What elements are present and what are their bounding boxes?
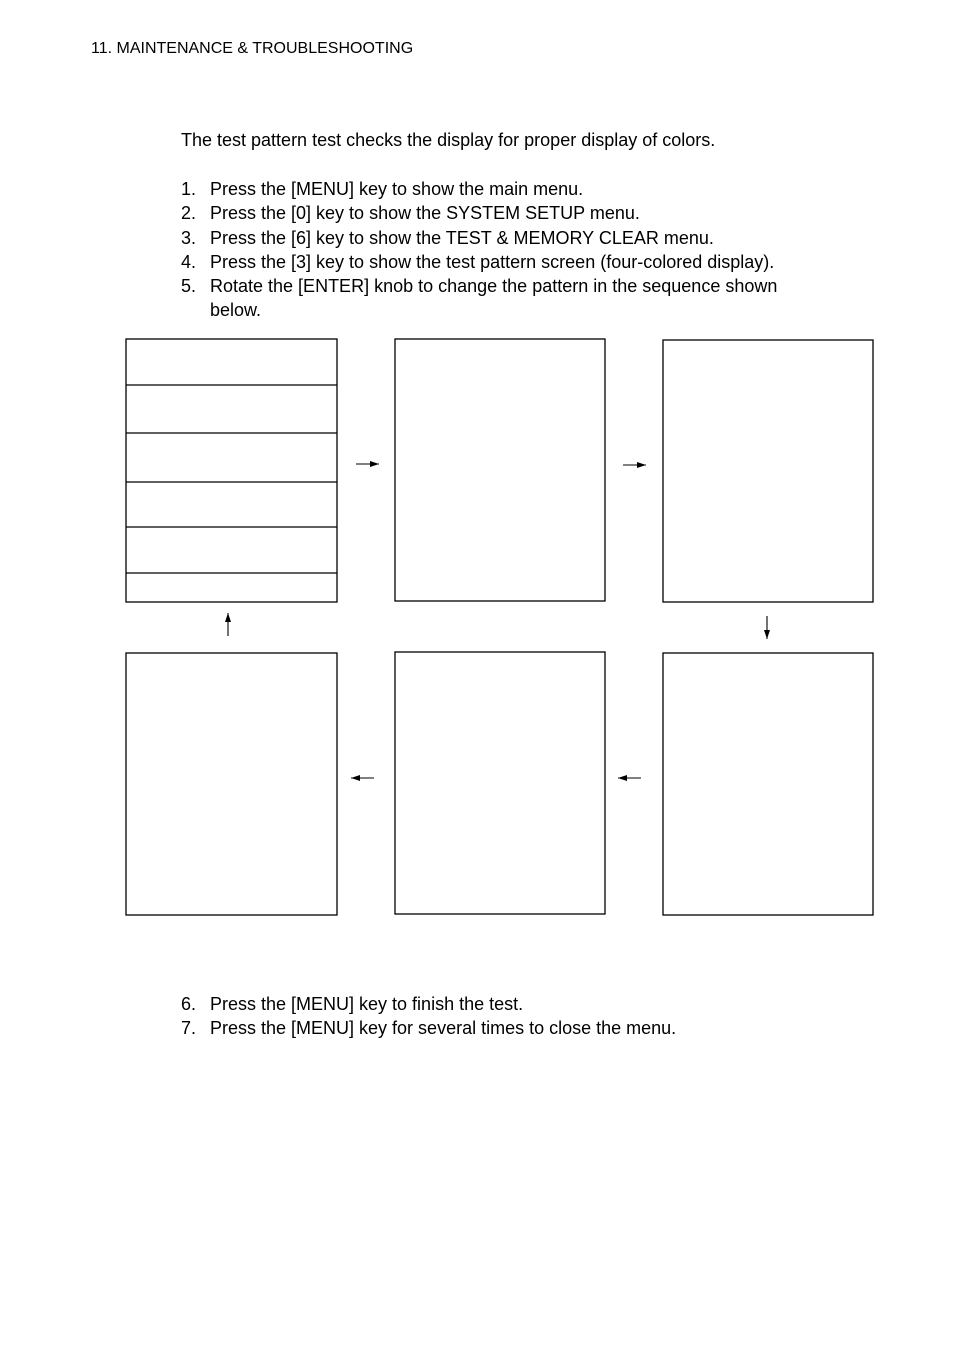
step-number: 5. bbox=[181, 276, 197, 297]
step-text: Press the [6] key to show the TEST & MEMORY CLEAR menu. bbox=[210, 227, 714, 248]
intro-paragraph: The test pattern test checks the display for proper display of colors. bbox=[181, 130, 716, 150]
step-item bbox=[181, 177, 821, 201]
step-text: Press the [3] key to show the test pattern screen (four-colored display). bbox=[210, 251, 775, 272]
step-number: 1. bbox=[181, 179, 197, 199]
step-number: 6. bbox=[181, 994, 197, 1014]
pattern-screen-4 bbox=[663, 653, 873, 915]
step-item bbox=[181, 274, 821, 323]
step-text: Press the [MENU] key to show the main menu. bbox=[210, 179, 584, 199]
step-text: Press the [MENU] key to finish the test. bbox=[210, 994, 524, 1014]
step-item bbox=[181, 201, 821, 225]
pattern-screen-5 bbox=[395, 652, 605, 914]
step-item bbox=[181, 226, 821, 250]
step-number: 4. bbox=[181, 251, 197, 272]
step-number: 3. bbox=[181, 227, 197, 248]
pattern-screen-2 bbox=[395, 339, 605, 601]
step-text: Press the [0] key to show the SYSTEM SETUP menu. bbox=[210, 203, 640, 224]
step-item bbox=[181, 1016, 821, 1040]
closing-steps bbox=[181, 992, 821, 1041]
step-text: Rotate the [ENTER] knob to change the pattern in the sequence shown below. bbox=[210, 276, 778, 321]
pattern-screen-3 bbox=[663, 340, 873, 602]
section-header: 11. MAINTENANCE & TROUBLESHOOTING bbox=[91, 40, 414, 57]
pattern-screen-6 bbox=[126, 653, 337, 915]
step-number: 2. bbox=[181, 203, 197, 224]
step-item bbox=[181, 992, 821, 1016]
pattern-screen-1 bbox=[126, 339, 337, 602]
step-text: Press the [MENU] key for several times to close the menu. bbox=[210, 1018, 677, 1039]
step-item bbox=[181, 250, 821, 274]
step-number: 7. bbox=[181, 1018, 197, 1039]
procedure-steps bbox=[181, 177, 821, 323]
